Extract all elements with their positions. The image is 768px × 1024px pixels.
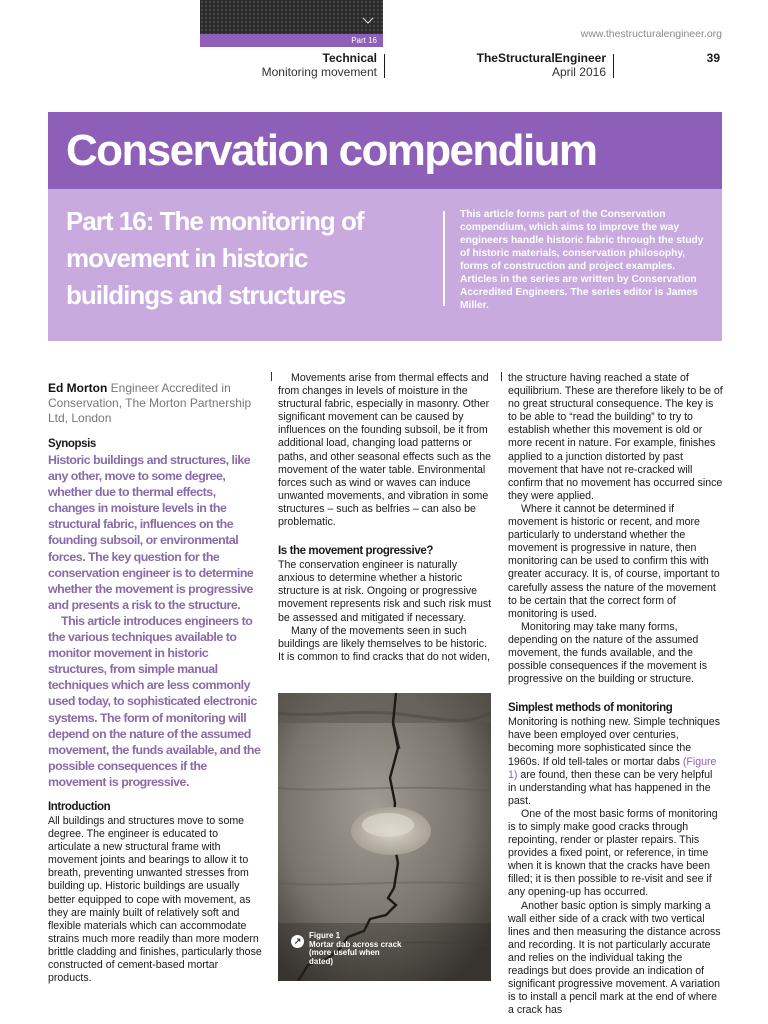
body-paragraph: Where it cannot be determined if movement is historic or recent, and more particularly to understand whether the movement is progressive in nature, then monitoring can be used to confirm this with greater accuracy. It is, of course, important to carefully assess the nature of the movement to be certain that the correct form of monitoring is used. xyxy=(508,502,720,620)
section-name: Technical xyxy=(322,51,377,65)
title-banner xyxy=(48,112,722,189)
body-paragraph xyxy=(508,716,723,808)
part-tab xyxy=(200,34,383,47)
series-tab-graphic xyxy=(200,0,383,34)
issue-date: April 2016 xyxy=(551,65,606,79)
column-2 xyxy=(278,372,493,664)
body-paragraph: the structure having reached a state of equilibrium. These are therefore likely to be of no great structural consequence. The key is to be able to “read the building” to try to establish whether this movement is old or more recent in nature. For example, finishes applied to a junction distorted by past movement that have not re-cracked will confirm that no movement has occurred since they were applied. xyxy=(508,372,723,502)
figure-label: Figure 1 xyxy=(309,931,341,940)
synopsis-paragraph: Historic buildings and structures, like any other, move to some degree, whether due to thermal effects, changes in moisture levels in the structural fabric, influences on the founding subsoil, or environmental forces. The key question for the conservation engineer is to determine whether the movement is progressive and presents a risk to the structure. xyxy=(48,453,254,612)
page-number: 39 xyxy=(706,51,720,65)
body-text: are found, then these can be very helpful in understanding what has happened in the past. xyxy=(508,768,713,807)
magazine-name: TheStructuralEngineer xyxy=(476,51,606,65)
figure-1-photo xyxy=(278,693,491,981)
body-paragraph: Movements arise from thermal effects and from changes in levels of moisture in the structural fabric, especially in masonry. Other significant movement can be caused by influences on the founding subsoil, be it from additional load, changing load patterns or paths, and other seasonal effects such as the movement of the water table. Environmental forces such as wind or waves can induce unwanted movements, and vibration in some structures – such as belfries – can also be problematic. xyxy=(278,372,491,529)
figure-caption-text: Mortar dab across crack (more useful when dated) xyxy=(309,939,402,966)
body-text: Monitoring is nothing new. Simple techniques have been employed over centuries, becoming more sophisticated since the 1960s. If old tell-tales or mortar dabs xyxy=(508,716,720,768)
author-role: Engineer Accredited in Conservation, The Morton Partnership Ltd, London xyxy=(48,381,252,425)
header-divider xyxy=(384,54,385,78)
site-url: www.thestructuralengineer.org xyxy=(580,28,722,40)
panel-divider xyxy=(443,211,445,306)
body-paragraph: Monitoring may take many forms, depending on the nature of the assumed movement, the funds available, and the possible consequences if the movement is progressive on the building or structure. xyxy=(508,620,708,686)
section-subtitle: Monitoring movement xyxy=(261,65,377,79)
synopsis-paragraph: This article introduces engineers to the various techniques available to monitor movement in historic structures, from simple manual techniques which are less commonly used today, to sophisticated electronic systems. The form of monitoring will depend on the nature of the assumed movement, the funds available, and the possible consequences if the movement is progressive. xyxy=(48,613,261,789)
synopsis-heading: Synopsis xyxy=(48,438,96,450)
series-description: This article forms part of the Conservation compendium, which aims to improve the way engineers handle historic fabric through the study of historic materials, conservation philosophy, forms of construction and project examples. Articles in the series are written by Conservation Accredited Engineers. The series editor is James Miller. xyxy=(460,209,704,311)
magazine-header xyxy=(477,51,606,79)
section-heading: Is the movement progressive? xyxy=(278,545,433,558)
arrow-up-right-icon: ↗ xyxy=(291,935,304,948)
body-paragraph: The conservation engineer is naturally anxious to determine whether a historic structure is at risk. Ongoing or progressive movement represents risk and such risk must be assessed and mitigated if necessary. xyxy=(278,559,492,624)
part-tab-label: Part 16 xyxy=(351,36,377,45)
introduction-heading: Introduction xyxy=(48,800,111,813)
body-paragraph: One of the most basic forms of monitoring is to simply make good cracks through repointing, render or plaster repairs. This provides a fixed point, or reference, in time when it is known that the cracks have been filled; it is then possible to re-visit and see if any opening-up has occurred. xyxy=(508,807,718,899)
author-byline xyxy=(48,381,263,426)
body-paragraph: All buildings and structures move to some degree. The engineer is educated to articulate a new structural frame with movement joints and bearings to allow it to breath, preventing unwanted stresses from building up. Historic buildings are usually better equipped to cope with movement, as they are mainly built of relatively soft and flexible materials which can accommodate strains much more readily than more modern brittle cladding and finishes, particularly those constructed of cement-based mortar products. xyxy=(48,814,262,985)
body-paragraph: Many of the movements seen in such buildings are likely themselves to be historic. It is common to find cracks that do not widen, xyxy=(278,624,490,663)
figure-1-reference[interactable]: (Figure 1) xyxy=(508,755,717,781)
body-paragraph: Another basic option is simply marking a wall either side of a crack with two vertical lines and then measuring the distance across and recording. It is not particularly accurate and relies on the individual taking the readings but does provide an indication of significant progressive movement. A variation is to install a pencil mark at the end of where a crack has xyxy=(508,899,721,1017)
chevron-down-icon xyxy=(362,17,374,27)
page-title: Conservation compendium xyxy=(66,126,597,175)
figure-caption xyxy=(292,932,402,966)
subtitle-panel xyxy=(48,189,722,341)
column-3 xyxy=(508,372,723,1017)
article-subtitle: Part 16: The monitoring of movement in historic buildings and structures xyxy=(66,206,364,310)
author-name: Ed Morton xyxy=(48,381,108,395)
column-marker xyxy=(501,372,502,381)
section-heading: Simplest methods of monitoring xyxy=(508,702,673,715)
column-1 xyxy=(48,381,263,985)
header-divider xyxy=(613,54,614,78)
section-header xyxy=(262,51,377,79)
column-marker xyxy=(271,372,272,381)
